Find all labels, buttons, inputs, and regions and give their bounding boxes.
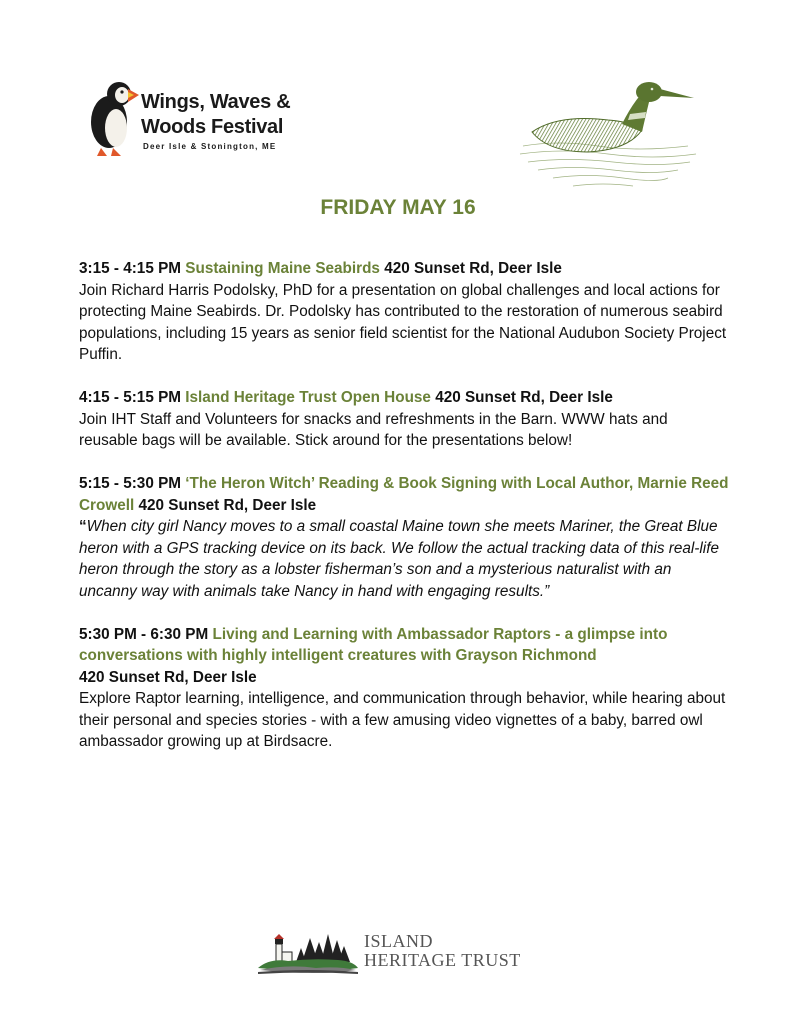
- loon-icon: [518, 74, 698, 196]
- event-title: Living and Learning with Ambassador Raptors - a glimpse into conversations with highly intelligent creatures with Grayson Richmond: [79, 625, 668, 664]
- quote-mark: “: [79, 518, 87, 535]
- puffin-icon: [83, 78, 141, 158]
- event-description: Explore Raptor learning, intelligence, and communication through behavior, while hearing about their personal and species stories - with a few amusing video vignettes of a baby, barred owl ambassador growing up at Birdsacre.: [79, 690, 726, 750]
- logo-tagline: Deer Isle & Stonington, ME: [143, 142, 277, 151]
- event-title: Sustaining Maine Seabirds: [185, 260, 380, 277]
- lighthouse-island-icon: [258, 928, 358, 978]
- event-location: 420 Sunset Rd, Deer Isle: [138, 496, 317, 514]
- festival-logo: [83, 78, 323, 158]
- event-item: [79, 624, 729, 753]
- page-title: FRIDAY MAY 16: [320, 196, 476, 219]
- logo-title-line1: Wings, Waves &: [141, 91, 291, 113]
- event-description: Join IHT Staff and Volunteers for snacks and refreshments in the Barn. WWW hats and reusable bags will be available. Stick around for the presentations below!: [79, 410, 668, 449]
- logo-title-line2: Woods Festival: [141, 116, 284, 138]
- event-item: [79, 258, 729, 366]
- event-description: Join Richard Harris Podolsky, PhD for a presentation on global challenges and local actions for protecting Maine Seabirds. Dr. Podolsky has contributed to the restoration of numerous seabird populations, including 15 years as senior field scientist for the National Audubon Society Project Puffin.: [79, 281, 727, 363]
- event-header: [79, 473, 729, 516]
- footer-org-line1: ISLAND: [364, 931, 433, 951]
- event-title: ‘The Heron Witch’ Reading & Book Signing with Local Author, Marnie Reed Crowell: [79, 475, 729, 514]
- event-title: Island Heritage Trust Open House: [185, 389, 431, 406]
- event-item: [79, 473, 729, 602]
- island-heritage-trust-logo: [258, 928, 548, 978]
- footer-org-line2: HERITAGE TRUST: [364, 950, 521, 970]
- event-description: [79, 516, 729, 602]
- event-time: 4:15 - 5:15 PM: [79, 389, 182, 406]
- event-header: [79, 387, 729, 409]
- event-time: 5:15 - 5:30 PM: [79, 475, 182, 492]
- event-header: [79, 258, 729, 280]
- event-location: 420 Sunset Rd, Deer Isle: [435, 389, 613, 406]
- event-item: [79, 387, 729, 452]
- event-location: 420 Sunset Rd, Deer Isle: [384, 260, 562, 277]
- event-quote: When city girl Nancy moves to a small coastal Maine town she meets Mariner, the Great Blue heron with a GPS tracking device on its back. We follow the actual tracking data of this real-life heron through the story as a lobster fisherman’s son and a mysterious naturalist with an uncanny way with animals take Nancy in hand with engaging results.”: [79, 518, 719, 600]
- event-header: [79, 624, 729, 667]
- event-list: [79, 258, 729, 774]
- event-time: 5:30 PM - 6:30 PM: [79, 625, 209, 643]
- event-location: 420 Sunset Rd, Deer Isle: [79, 668, 257, 686]
- event-time: 3:15 - 4:15 PM: [79, 260, 182, 277]
